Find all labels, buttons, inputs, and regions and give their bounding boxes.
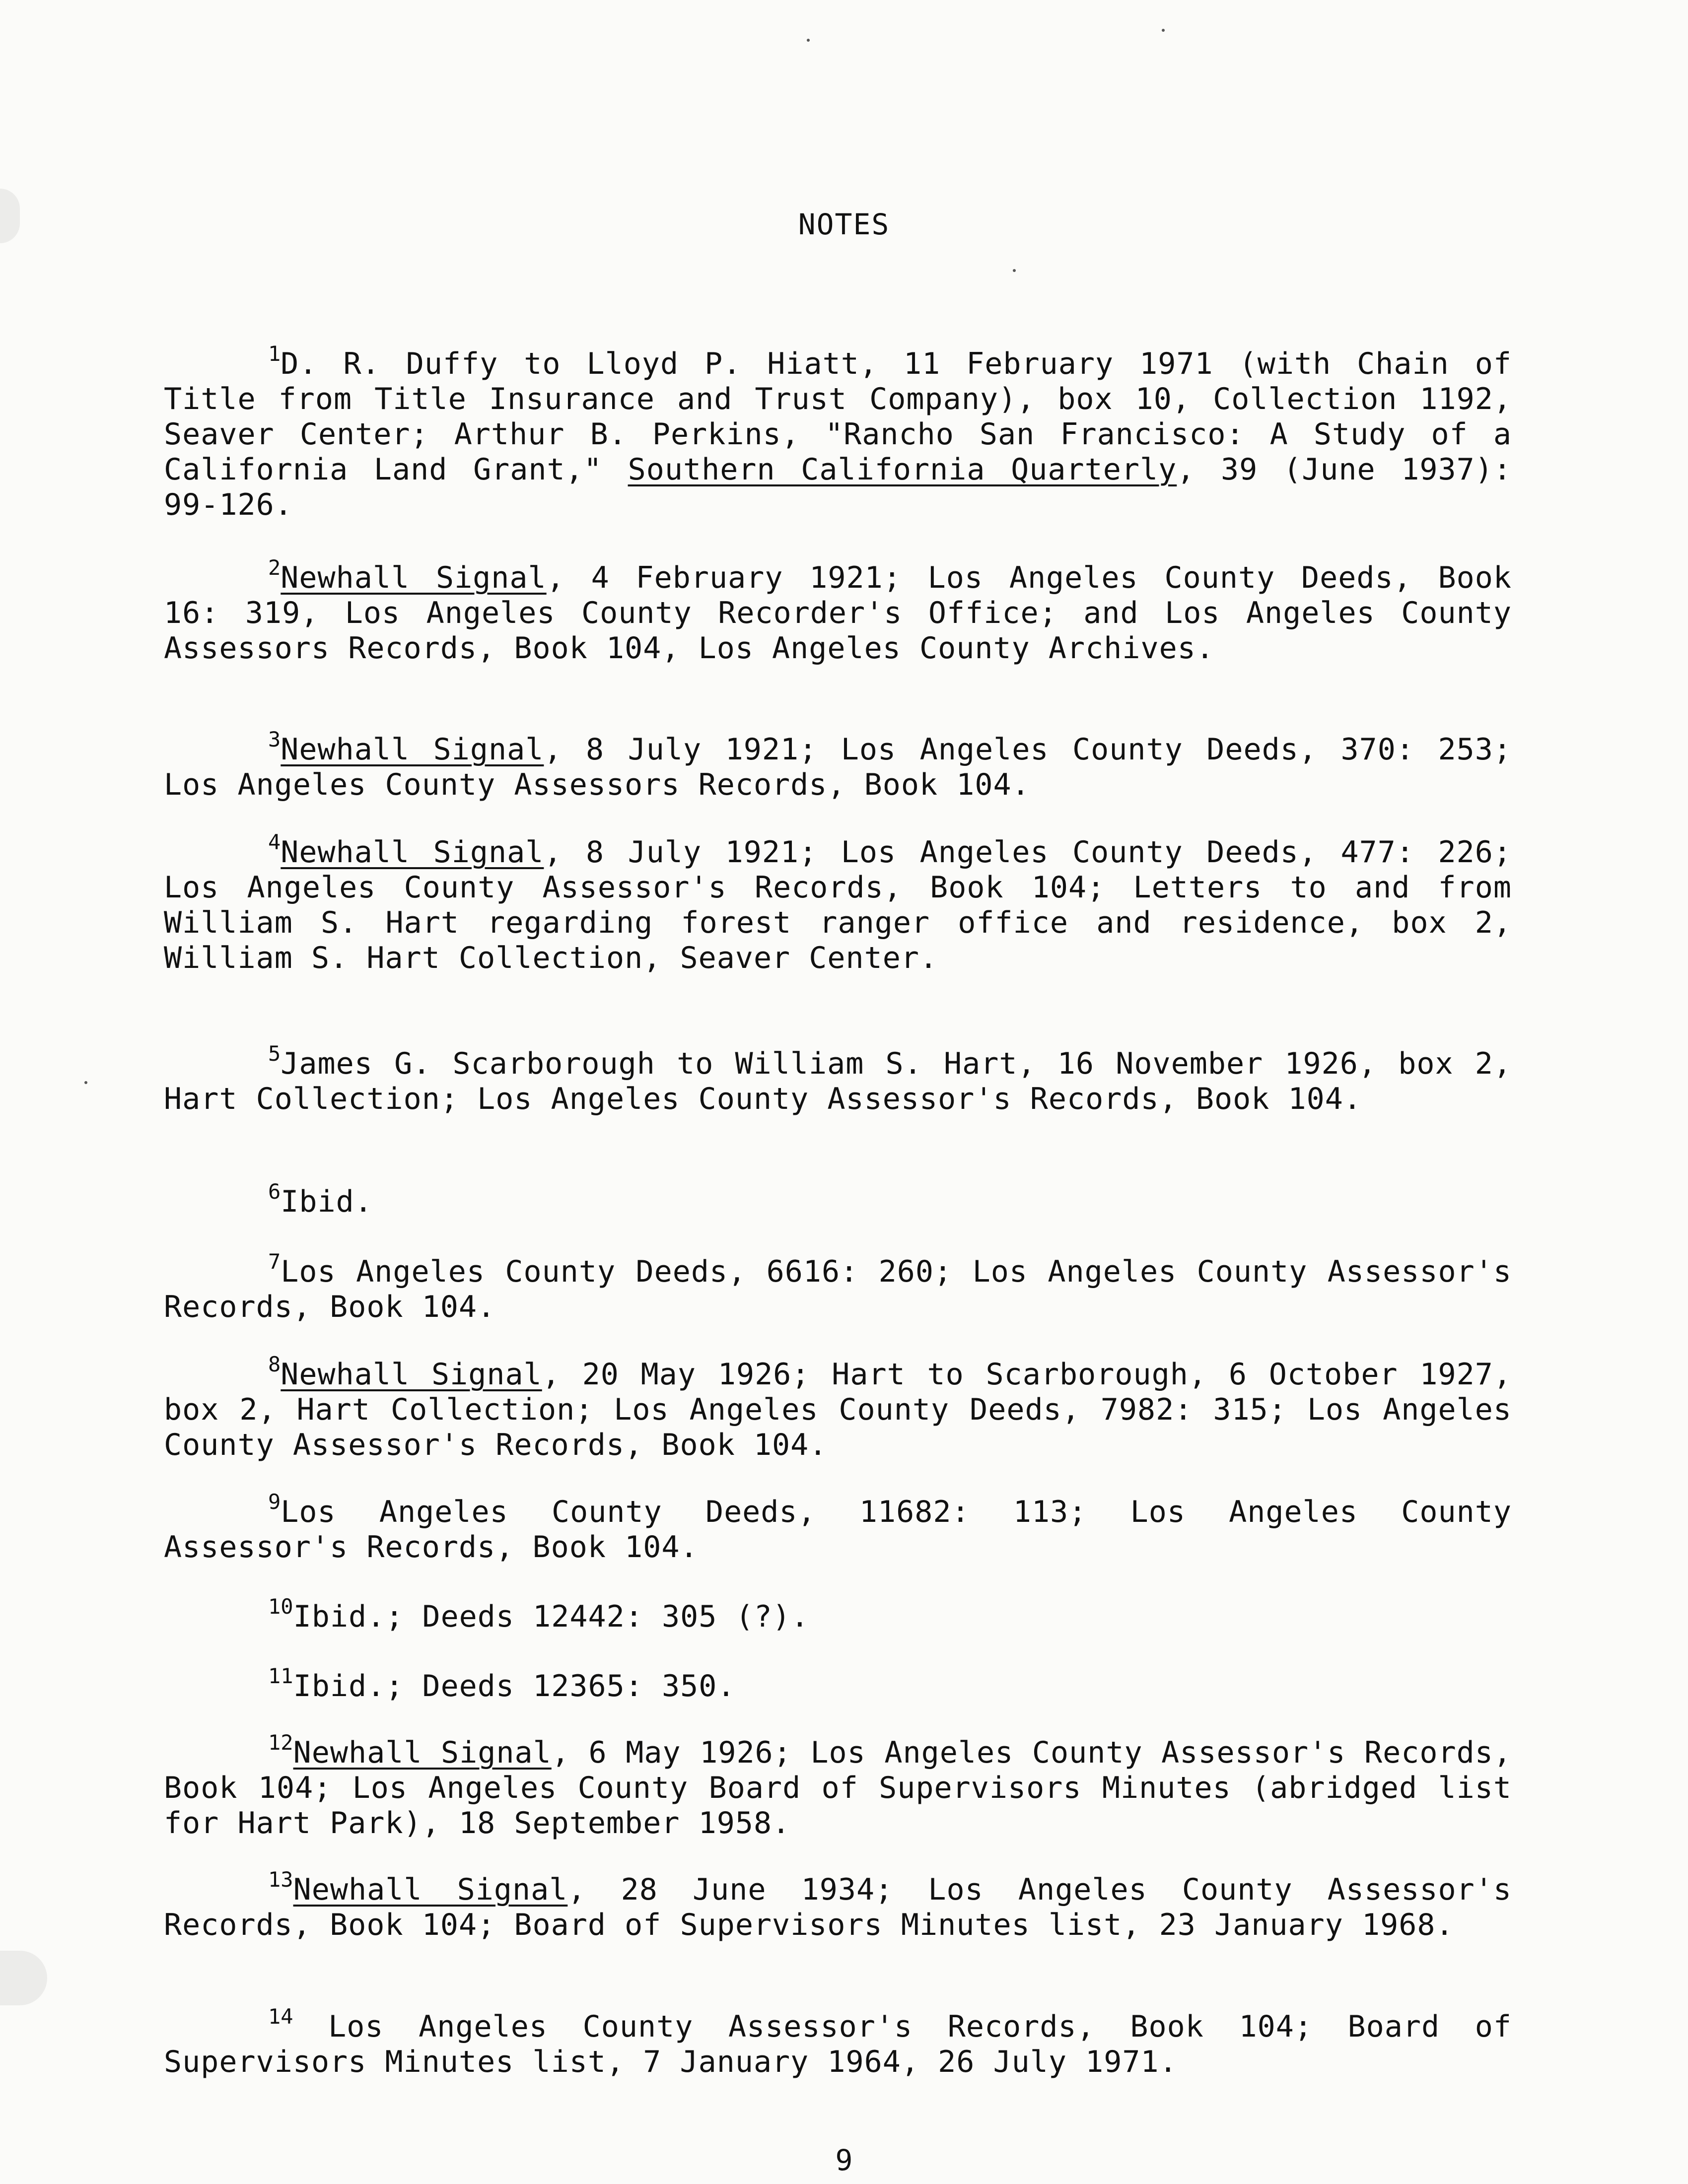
footnote-text: , 6 May 1926; Los Angeles County Assessor's Records, Book 104; Los Angeles County Board of Supervisors Minutes (abridged list for Hart Park), 18 September 1958. — [164, 1735, 1512, 1841]
footnote-text: , 20 May 1926; Hart to Scarborough, 6 October 1927, box 2, Hart Collection; Los Angeles County Deeds, 7982: 315; Los Angeles County Assessor's Records, Book 104. — [164, 1357, 1512, 1462]
footnote-number: 13 — [268, 1867, 293, 1892]
footnote-text: , 8 July 1921; Los Angeles County Deeds, 477: 226; Los Angeles County Assessor's Records, Book 104; Letters to and from William S. Hart regarding forest ranger office and residence, box 2, William S. Hart Collection, Seaver Center. — [164, 835, 1512, 975]
footnote-underlined-title: Newhall Signal — [281, 1357, 542, 1392]
footnote-text: James G. Scarborough to William S. Hart, 16 November 1926, box 2, Hart Collection; Los Angeles County Assessor's Records, Book 104. — [164, 1046, 1512, 1116]
footnote-number: 12 — [268, 1730, 293, 1755]
footnote-underlined-title: Newhall Signal — [293, 1735, 552, 1770]
footnote — [164, 727, 1512, 803]
footnote — [164, 1041, 1512, 1117]
footnote — [164, 1179, 1512, 1220]
footnote — [164, 830, 1512, 976]
footnote-number: 7 — [268, 1249, 281, 1274]
footnote-underlined-title: Newhall Signal — [281, 732, 544, 767]
footnote-underlined-title: Southern California Quarterly — [628, 452, 1177, 487]
footnote — [164, 2004, 1512, 2080]
footnote-number: 2 — [268, 555, 281, 580]
footnote-text: , 4 February 1921; Los Angeles County Deeds, Book 16: 319, Los Angeles County Recorder's Office; and Los Angeles County Assessors Records, Book 104, Los Angeles County Archives. — [164, 560, 1512, 666]
footnote-text: , 39 (June 1937): 99-126. — [164, 452, 1512, 522]
footnote-number: 4 — [268, 830, 281, 854]
footnote — [164, 1664, 1512, 1704]
footnote-underlined-title: Newhall Signal — [281, 560, 547, 595]
footnote-underlined-title: Newhall Signal — [293, 1872, 568, 1907]
footnote-number: 8 — [268, 1352, 281, 1376]
footnote-number: 3 — [268, 727, 281, 751]
scan-speck — [807, 39, 810, 42]
footnote — [164, 1249, 1512, 1325]
footnote-number: 11 — [268, 1664, 293, 1688]
footnote-text: Ibid.; Deeds 12442: 305 (?). — [293, 1599, 810, 1634]
footnote-number: 10 — [268, 1594, 293, 1619]
footnote — [164, 1490, 1512, 1565]
footnote-text: Ibid.; Deeds 12365: 350. — [293, 1669, 736, 1704]
footnote-text: Los Angeles County Deeds, 11682: 113; Los Angeles County Assessor's Records, Book 104. — [164, 1495, 1512, 1565]
footnote-text: , 28 June 1934; Los Angeles County Assessor's Records, Book 104; Board of Supervisors Minutes list, 23 January 1968. — [164, 1872, 1512, 1942]
footnote — [164, 341, 1512, 523]
footnote-number: 14 — [268, 2004, 293, 2029]
footnote — [164, 1594, 1512, 1635]
footnote — [164, 1730, 1512, 1841]
footnote-number: 1 — [268, 341, 281, 366]
footnote-text: Los Angeles County Deeds, 6616: 260; Los Angeles County Assessor's Records, Book 104. — [164, 1254, 1512, 1324]
scan-speck — [1013, 269, 1016, 272]
footnote-text: , 8 July 1921; Los Angeles County Deeds, 370: 253; Los Angeles County Assessors Records, Book 104. — [164, 732, 1512, 802]
footnote-text: Los Angeles County Assessor's Records, Book 104; Board of Supervisors Minutes list, 7 January 1964, 26 July 1971. — [164, 2009, 1512, 2079]
footnote — [164, 1867, 1512, 1943]
footnote-text: Ibid. — [281, 1184, 373, 1219]
page-title: NOTES — [798, 207, 890, 241]
footnote-text: D. R. Duffy to Lloyd P. Hiatt, 11 February 1971 (with Chain of Title from Title Insurance and Trust Company), box 10, Collection 1192, Seaver Center; Arthur B. Perkins, "Rancho San Francisco: A Study of a California Land Grant," — [164, 346, 1512, 487]
footnote-number: 6 — [268, 1179, 281, 1204]
footnote-number: 5 — [268, 1041, 281, 1066]
scan-speck — [84, 1081, 87, 1084]
scan-speck — [1162, 29, 1165, 32]
page-number: 9 — [835, 2143, 853, 2177]
footnote — [164, 555, 1512, 666]
footnote-number: 9 — [268, 1490, 281, 1514]
footnote-underlined-title: Newhall Signal — [281, 835, 544, 870]
punch-hole-mark — [0, 1951, 47, 2005]
footnote — [164, 1352, 1512, 1463]
